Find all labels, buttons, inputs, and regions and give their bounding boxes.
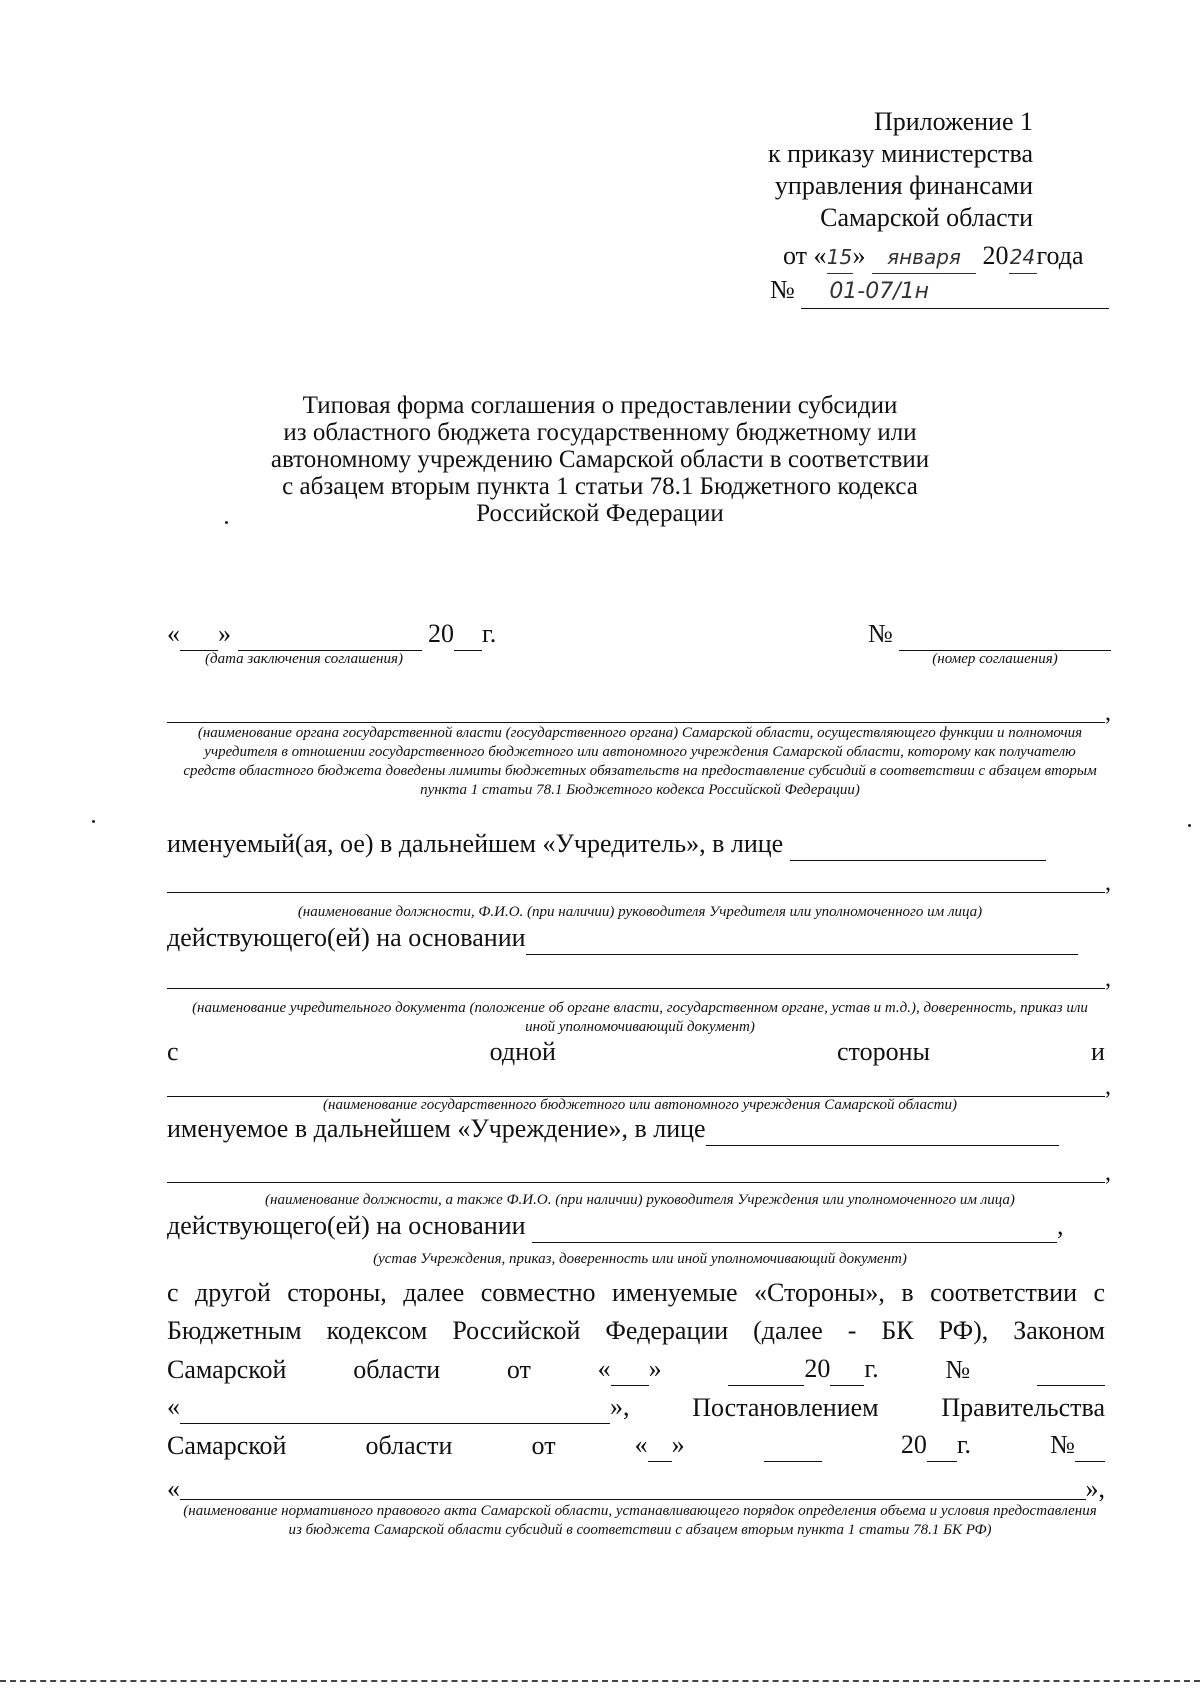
para-line: Бюджетным кодексом Российской Федерации (далее - БК РФ), Законом [167,1316,1105,1345]
institution-caption: (наименование государственного бюджетного или автономного учреждения Самарской области) [323,1097,957,1113]
month-blank [238,618,422,651]
institution-basis-row [167,1210,1064,1243]
institution-text-row [167,1113,1059,1146]
para-line: с другой стороны, далее совместно именуемые «Стороны», в соответствии с [167,1278,1105,1307]
year-blank [830,1353,864,1386]
word: Правительства [941,1393,1105,1422]
scan-bottom-edge [0,1680,1200,1682]
word-s: с [167,1037,179,1066]
date-prefix: от « [783,241,827,270]
founder-blank-line [167,702,1105,723]
institution-position-caption: (наименование должности, а также Ф.И.О. (при наличии) руководителя Учреждения или уполномоченного им лица) [265,1192,1015,1208]
handwritten-year: 24 [1009,241,1037,274]
header-date [783,240,1084,274]
word: г. [864,1354,879,1383]
founder-person-blank [790,828,1046,861]
institution-blank-line [167,1076,1105,1097]
law-name-blank [180,1391,610,1424]
founder-caption: (наименование органа государственной власти (государственного органа) Самарской области, осуществляющего функции и полномочия учредителя в отношении государственного бюджетного или автономного учреждения Самарской области, которому как получателю средств областного бюджета доведены лимиты бюджетных обязательств на предоставление субсидий в соответствии с абзацем вторым пункта 1 статьи 78.1 Бюджетного кодекса Российской Федерации) [183,725,1097,798]
institution-position-blank-line [167,1162,1105,1183]
founder-position-caption: (наименование должности, Ф.И.О. (при наличии) руководителя Учредителя или уполномоченного им лица) [297,904,983,920]
number-blank [899,618,1111,651]
word: Самарской [167,1431,287,1460]
institution-basis-caption: (устав Учреждения, приказ, доверенность или иной уполномочивающий документ) [373,1251,907,1267]
comma: , [1105,870,1111,896]
word: 20 [804,1354,831,1383]
year-suffix: г. [482,619,497,648]
founder-basis-row [167,922,1078,955]
word: » [671,1430,685,1459]
day-blank [648,1429,672,1462]
word: Постановлением [692,1393,879,1422]
agreement-date-row [167,618,496,651]
header-line: к приказу министерства [768,139,1033,168]
founder-document-caption: (наименование учредительного документа (положение об органе власти, государственном органе, устав и т.д.), доверенность, приказ или иной уполномочивающий документ) [192,1000,1088,1035]
header-line: управления финансами [774,171,1033,200]
resolution-number-blank [1075,1429,1105,1462]
founder-document-blank-line [167,968,1105,989]
word: », [1085,1474,1105,1503]
institution-basis-blank [532,1210,1057,1243]
comma: , [1057,1211,1064,1240]
header-line: Самарской области [820,203,1033,232]
founder-text-row [167,828,1046,861]
word: от [531,1431,556,1460]
comma: , [1105,700,1111,726]
scan-dot [225,521,228,524]
day-blank [180,618,218,651]
date-suffix: года [1036,241,1084,270]
resolution-name-row [167,1467,1105,1505]
year-text: 20 [428,619,454,648]
number-label: № [770,275,795,304]
year-prefix: 20 [982,241,1009,270]
header-line: Приложение 1 [873,107,1033,136]
word: области [353,1355,441,1384]
scan-dot [1188,824,1191,827]
word: области [365,1431,453,1460]
word: « [167,1474,180,1503]
header-number [770,274,1109,309]
word-one: одной [489,1037,556,1066]
word-and: и [1091,1037,1105,1066]
law-row [167,1353,1105,1386]
institution-basis-text: действующего(ей) на основании [167,1211,526,1240]
act-caption: (наименование нормативного правового акта Самарской области, устанавливающего порядок определения объема и условия предоставления из бюджета Самарской области субсидий в соответствии с абзацем вторым пункта 1 статьи 78.1 БК РФ) [183,1503,1097,1538]
quote-open: « [167,619,180,648]
word: « [167,1392,180,1421]
one-side-row [167,1036,1105,1068]
founder-basis-text: действующего(ей) на основании [167,923,526,952]
title-line: с абзацем вторым пункта 1 статьи 78.1 Бюджетного кодекса [282,473,918,500]
title-line: Типовая форма соглашения о предоставлении субсидии [302,392,898,419]
title-line: автономному учреждению Самарской области в соответствии [270,446,930,473]
year-blank [454,618,482,651]
founder-named-text: именуемый(ая, ое) в дальнейшем «Учредитель», в лице [167,829,784,858]
comma: , [1105,1160,1111,1186]
quote-close: » [218,619,231,648]
word: № [1050,1430,1075,1459]
comma: , [1105,966,1111,992]
institution-person-blank [706,1113,1059,1146]
resolution-row [167,1429,1105,1462]
word: от [506,1355,531,1384]
appendix-header [768,106,1033,234]
founder-position-blank-line [167,872,1105,893]
agreement-number-row [868,618,1111,651]
institution-named-text: именуемое в дальнейшем «Учреждение», в лице [167,1114,706,1143]
law-number-blank [1037,1353,1105,1386]
word: « [634,1430,648,1459]
year-blank [927,1429,957,1462]
number-label: № [868,619,893,648]
word: № [945,1355,971,1384]
word-side: стороны [837,1037,930,1066]
day-blank [611,1353,649,1386]
date-caption: (дата заключения соглашения) [205,651,403,667]
date-mid: » [852,241,866,270]
handwritten-number: 01-07/1н [801,276,1109,309]
word: « [597,1354,611,1383]
word: » [648,1354,662,1383]
month-blank [764,1429,822,1462]
resolution-name-blank [180,1467,1086,1500]
word: 20 [900,1430,927,1459]
number-caption: (номер соглашения) [932,651,1058,667]
word: », [610,1392,630,1421]
founder-basis-blank [526,922,1078,955]
form-title [200,392,1000,527]
handwritten-month: января [872,241,976,274]
month-blank [728,1353,804,1386]
title-line: Российской Федерации [476,500,724,527]
scan-dot [92,820,95,823]
handwritten-day: 15 [827,241,853,274]
word: г. [956,1430,972,1459]
law-name-row [167,1391,1105,1424]
comma: , [1105,1074,1111,1100]
word: Самарской [167,1355,287,1384]
title-line: из областного бюджета государственному бюджетному или [283,419,917,446]
